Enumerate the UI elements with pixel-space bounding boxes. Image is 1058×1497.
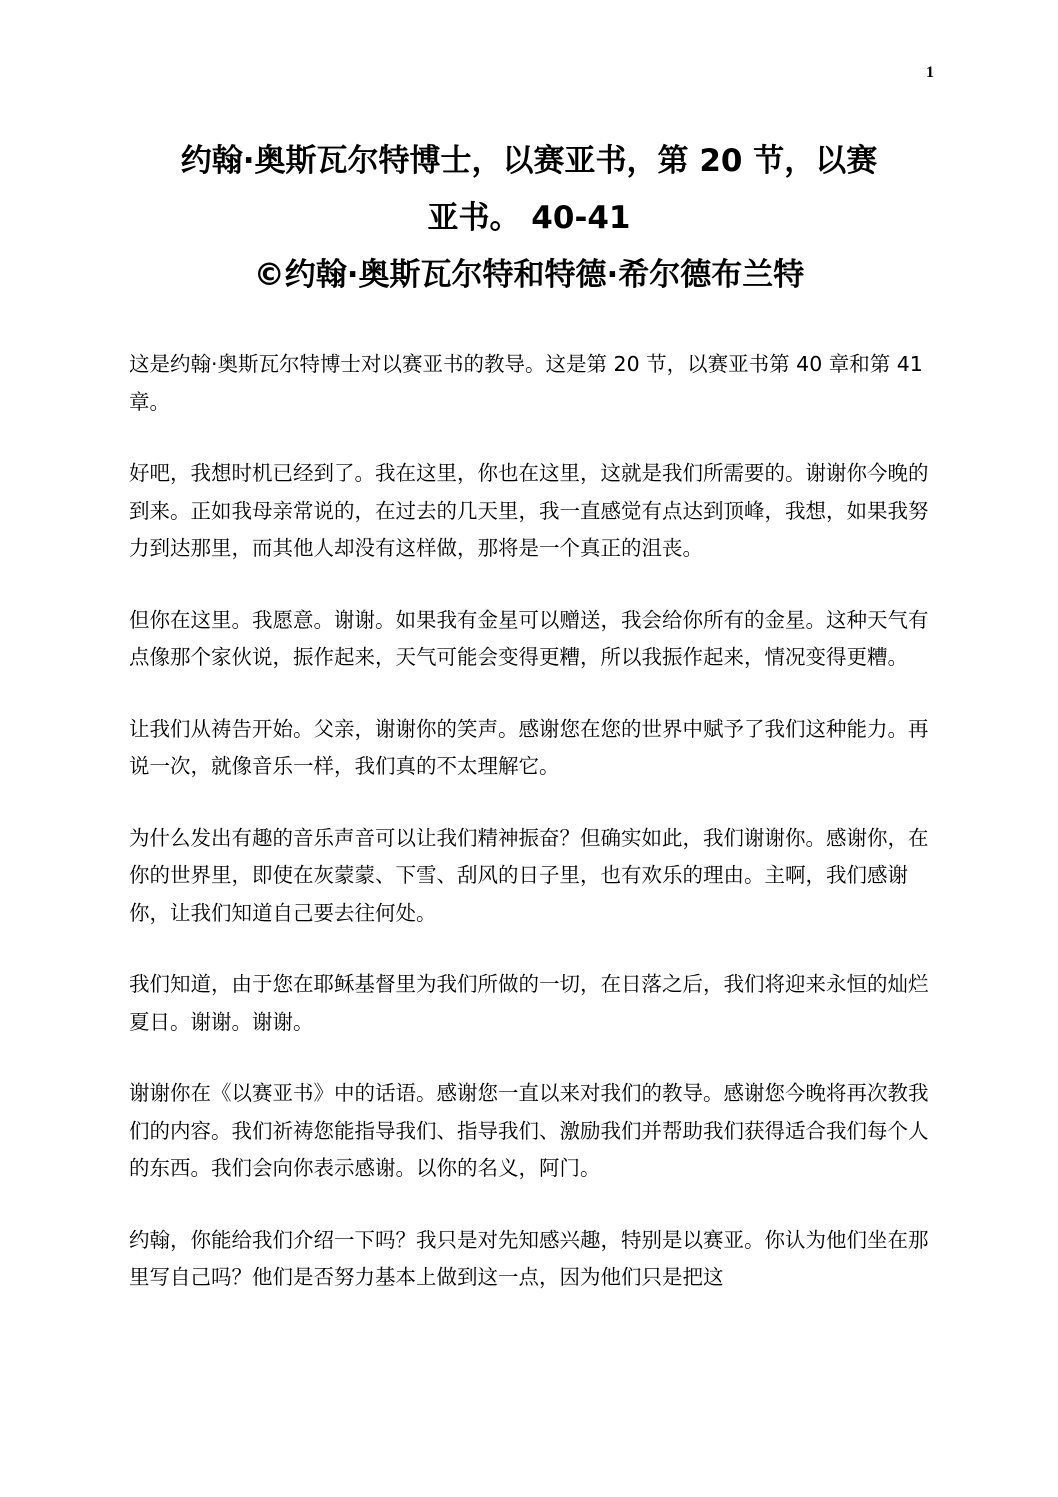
title-line-2: 亚书。 40-41: [427, 200, 631, 236]
paragraph-4: 让我们从祷告开始。父亲，谢谢你的笑声。感谢您在您的世界中赋予了我们这种能力。再说一次，就像音乐一样，我们真的不太理解它。: [129, 716, 929, 778]
paragraph-1: 这是约翰·奥斯瓦尔特博士对以赛亚书的教导。这是第 20 节，以赛亚书第 40 章和第 41 章。: [129, 352, 923, 414]
paragraph-2: 好吧，我想时机已经到了。我在这里，你也在这里，这就是我们所需要的。谢谢你今晚的到来。正如我母亲常说的，在过去的几天里，我一直感觉有点达到顶峰，我想，如果我努力到达那里，而其他人却没有这样做，那将是一个真正的沮丧。: [129, 461, 929, 560]
paragraph-3: 但你在这里。我愿意。谢谢。如果我有金星可以赠送，我会给你所有的金星。这种天气有点像那个家伙说，振作起来，天气可能会变得更糟，所以我振作起来，情况变得更糟。: [129, 607, 929, 669]
paragraph-5: 为什么发出有趣的音乐声音可以让我们精神振奋？但确实如此，我们谢谢你。感谢你，在你的世界里，即使在灰蒙蒙、下雪、刮风的日子里，也有欢乐的理由。主啊，我们感谢你，让我们知道自己要去往何处。: [129, 825, 929, 925]
paragraph-6: 我们知道，由于您在耶稣基督里为我们所做的一切，在日落之后，我们将迎来永恒的灿烂夏日。谢谢。谢谢。: [129, 972, 929, 1034]
title-line-1: 约翰·奥斯瓦尔特博士，以赛亚书，第 20 节，以赛: [180, 143, 878, 179]
page-number: 1: [926, 64, 934, 81]
paragraph-8: 约翰，你能给我们介绍一下吗？我只是对先知感兴趣，特别是以赛亚。你认为他们坐在那里写自己吗？他们是否努力基本上做到这一点，因为他们只是把这: [129, 1227, 929, 1289]
document-title: [120, 133, 938, 304]
title-copyright-line: ©约翰·奥斯瓦尔特和特德·希尔德布兰特: [253, 257, 805, 293]
document-body: [129, 346, 929, 1331]
paragraph-7: 谢谢你在《以赛亚书》中的话语。感谢您一直以来对我们的教导。感谢您今晚将再次教我们的内容。我们祈祷您能指导我们、指导我们、激励我们并帮助我们获得适合我们每个人的东西。我们会向你表示感谢。以你的名义，阿门。: [129, 1081, 929, 1180]
